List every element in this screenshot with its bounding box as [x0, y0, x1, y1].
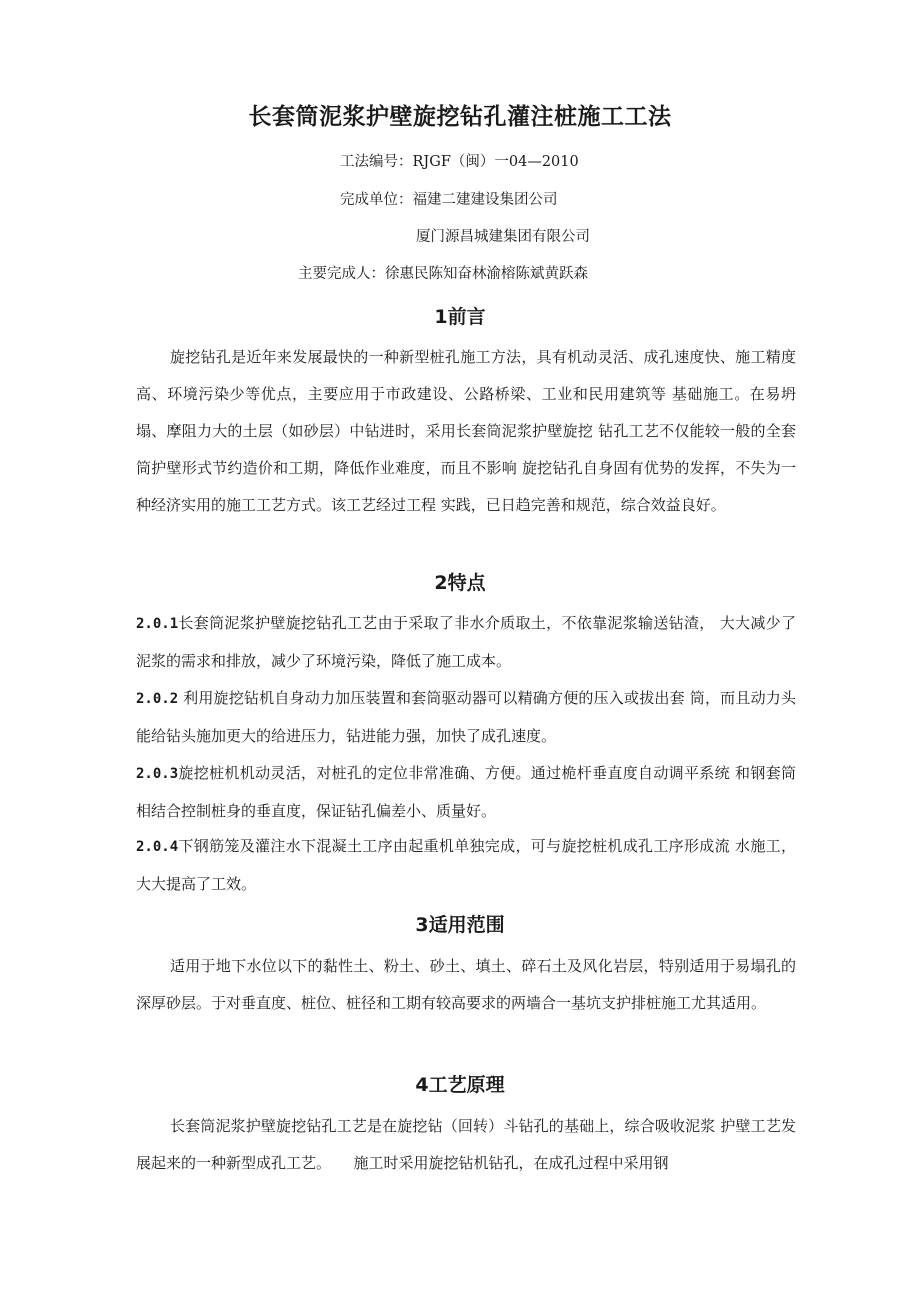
- feature-item-number: 2.0.3: [136, 766, 179, 782]
- feature-item-text: 旋挖桩机机动灵活，对桩孔的定位非常准确、方便。通过桅杆垂直度自动调平系统 和钢套筒相结合控制桩身的垂直度，保证钻孔偏差小、质量好。: [136, 764, 796, 820]
- feature-item: [136, 755, 796, 830]
- method-code: 工法编号：RJGF（闽）一04—2010: [340, 154, 579, 170]
- completing-unit-1: 完成单位：福建二建建设集团公司: [340, 192, 558, 208]
- section-heading-principle: 4工艺原理: [415, 1074, 505, 1096]
- principle-paragraph: 长套筒泥浆护壁旋挖钻孔工艺是在旋挖钻（回转）斗钻孔的基础上，综合吸收泥浆 护壁工艺发展起来的一种新型成孔工艺。 施工时采用旋挖钻机钻孔，在成孔过程中采用钢: [136, 1117, 796, 1172]
- feature-item-text: 利用旋挖钻机自身动力加压装置和套筒驱动器可以精确方便的压入或拔出套 筒，而且动力头能给钻头施加更大的给进压力，钻进能力强，加快了成孔速度。: [136, 689, 796, 745]
- feature-item-text: 长套筒泥浆护壁旋挖钻孔工艺由于采取了非水介质取土，不依靠泥浆输送钻渣， 大大减少了泥浆的需求和排放，减少了环境污染，降低了施工成本。: [136, 614, 796, 670]
- document-title: 长套筒泥浆护壁旋挖钻孔灌注桩施工工法: [248, 104, 672, 130]
- feature-item-number: 2.0.2: [136, 691, 179, 707]
- feature-item: [136, 605, 796, 680]
- main-authors: 主要完成人：徐惠民陈知奋林渝榕陈斌黄跃森: [298, 266, 588, 282]
- completing-unit-2: 厦门源昌城建集团有限公司: [416, 229, 590, 245]
- feature-item: [136, 680, 796, 755]
- section-heading-scope: 3适用范围: [415, 914, 505, 936]
- feature-item-text: 下钢筋笼及灌注水下混凝土工序由起重机单独完成，可与旋挖桩机成孔工序形成流 水施工，大大提高了工效。: [136, 837, 796, 893]
- preface-paragraph: 旋挖钻孔是近年来发展最快的一种新型桩孔施工方法，具有机动灵活、成孔速度快、施工精度高、环境污染少等优点，主要应用于市政建设、公路桥梁、工业和民用建筑等 基础施工。在易坍塌、摩阻力大的土层（如砂层）中钻进时，采用长套筒泥浆护壁旋挖 钻孔工艺不仅能较一般的全套筒护壁形式节约造价和工期，降低作业难度，而且不影响 旋挖钻孔自身固有优势的发挥，不失为一种经济实用的施工工艺方式。该工艺经过工程 实践，已日趋完善和规范，综合效益良好。: [136, 348, 796, 514]
- section-heading-preface: 1前言: [434, 306, 486, 328]
- feature-item: [136, 828, 796, 903]
- scope-paragraph: 适用于地下水位以下的黏性土、粉土、砂土、填土、碎石土及风化岩层，特别适用于易塌孔的深厚砂层。于对垂直度、桩位、桩径和工期有较高要求的两墙合一基坑支护排桩施工尤其适用。: [136, 957, 796, 1012]
- feature-item-number: 2.0.1: [136, 616, 179, 632]
- feature-item-number: 2.0.4: [136, 839, 179, 855]
- section-heading-features: 2特点: [434, 572, 486, 594]
